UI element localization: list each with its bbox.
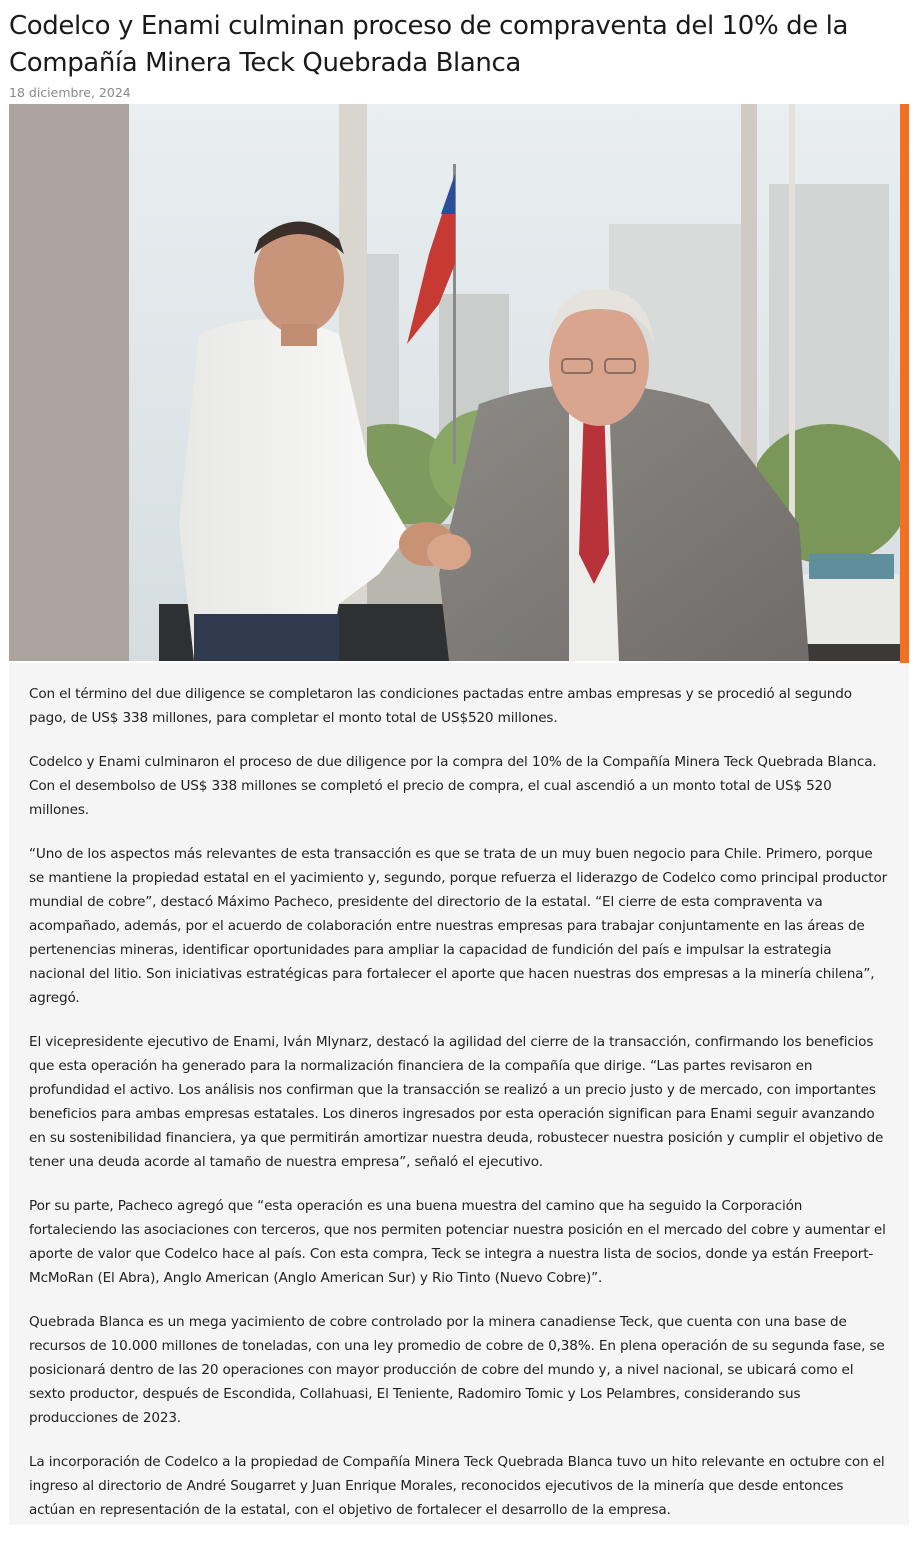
article-body — [29, 682, 891, 1542]
article-paragraph: La incorporación de Codelco a la propiedad de Compañía Minera Teck Quebrada Blanca tuvo un hito relevante en octubre con el ingreso al directorio de André Sougarret y Juan Enrique Morales, reconocidos ejecutivos de la minería que desde entonces actúan en representación de la estatal, con el objetivo de fortalecer el desarrollo de la empresa. — [29, 1454, 885, 1518]
article-paragraph: Quebrada Blanca es un mega yacimiento de cobre controlado por la minera canadiense Teck, que cuenta con una base de recursos de 10.000 millones de toneladas, con una ley promedio de cobre de 0,38%. En plena operación de su segunda fase, se posicionará dentro de las 20 operaciones con mayor producción de cobre del mundo y, a nivel nacional, se ubicará como el sexto productor, después de Escondida, Collahuasi, El Teniente, Radomiro Tomic y Los Pelambres, considerando sus producciones de 2023. — [29, 1314, 885, 1426]
article-paragraph: Con el término del due diligence se completaron las condiciones pactadas entre ambas empresas y se procedió al segundo pago, de US$ 338 millones, para completar el monto total de US$520 millones. — [29, 686, 852, 726]
article-photo — [9, 104, 900, 661]
article-paragraph: “Uno de los aspectos más relevantes de esta transacción es que se trata de un muy buen negocio para Chile. Primero, porque se mantiene la propiedad estatal en el yacimiento y, segundo, porque refuerza el liderazgo de Codelco como principal productor mundial de cobre”, destacó Máximo Pacheco, presidente del directorio de la estatal. “El cierre de esta compraventa va acompañado, además, por el acuerdo de colaboración entre nuestras empresas para trabajar conjuntamente en las áreas de pertenencias mineras, identificar oportunidades para ampliar la capacidad de fundición del país e impulsar la estrategia nacional del litio. Son iniciativas estratégicas para fortalecer el aporte que hacen nuestras dos empresas a la minería chilena”, agregó. — [29, 846, 888, 1006]
article-title: Codelco y Enami culminan proceso de compraventa del 10% de la Compañía Minera Teck Quebrada Blanca — [9, 11, 849, 78]
article-date: 18 diciembre, 2024 — [9, 85, 131, 100]
article-paragraph: El vicepresidente ejecutivo de Enami, Iván Mlynarz, destacó la agilidad del cierre de la transacción, confirmando los beneficios que esta operación ha generado para la normalización financiera de la compañía que dirige. “Las partes revisaron en profundidad el activo. Los análisis nos confirman que la transacción se realizó a un precio justo y de mercado, con importantes beneficios para ambas empresas estatales. Los dineros ingresados por esta operación significan para Enami seguir avanzando en su sostenibilidad financiera, ya que permitirán amortizar nuestra deuda, robustecer nuestra posición y cumplir el objetivo de tener una deuda acorde al tamaño de nuestra empresa”, señaló el ejecutivo. — [29, 1034, 884, 1170]
handshake-photo-icon — [9, 104, 900, 661]
article-paragraph: Codelco y Enami culminaron el proceso de due diligence por la compra del 10% de la Compañía Minera Teck Quebrada Blanca. Con el desembolso de US$ 338 millones se completó el precio de compra, el cual ascendió a un monto total de US$ 520 millones. — [29, 754, 877, 818]
article-paragraph: Por su parte, Pacheco agregó que “esta operación es una buena muestra del camino que ha seguido la Corporación fortaleciendo las asociaciones con terceros, que nos permiten potenciar nuestra posición en el mercado del cobre y aumentar el aporte de valor que Codelco hace al país. Con esta compra, Teck se integra a nuestra lista de socios, donde ya están Freeport-McMoRan (El Abra), Anglo American (Anglo American Sur) y Rio Tinto (Nuevo Cobre)”. — [29, 1198, 886, 1286]
accent-bar — [900, 104, 909, 663]
